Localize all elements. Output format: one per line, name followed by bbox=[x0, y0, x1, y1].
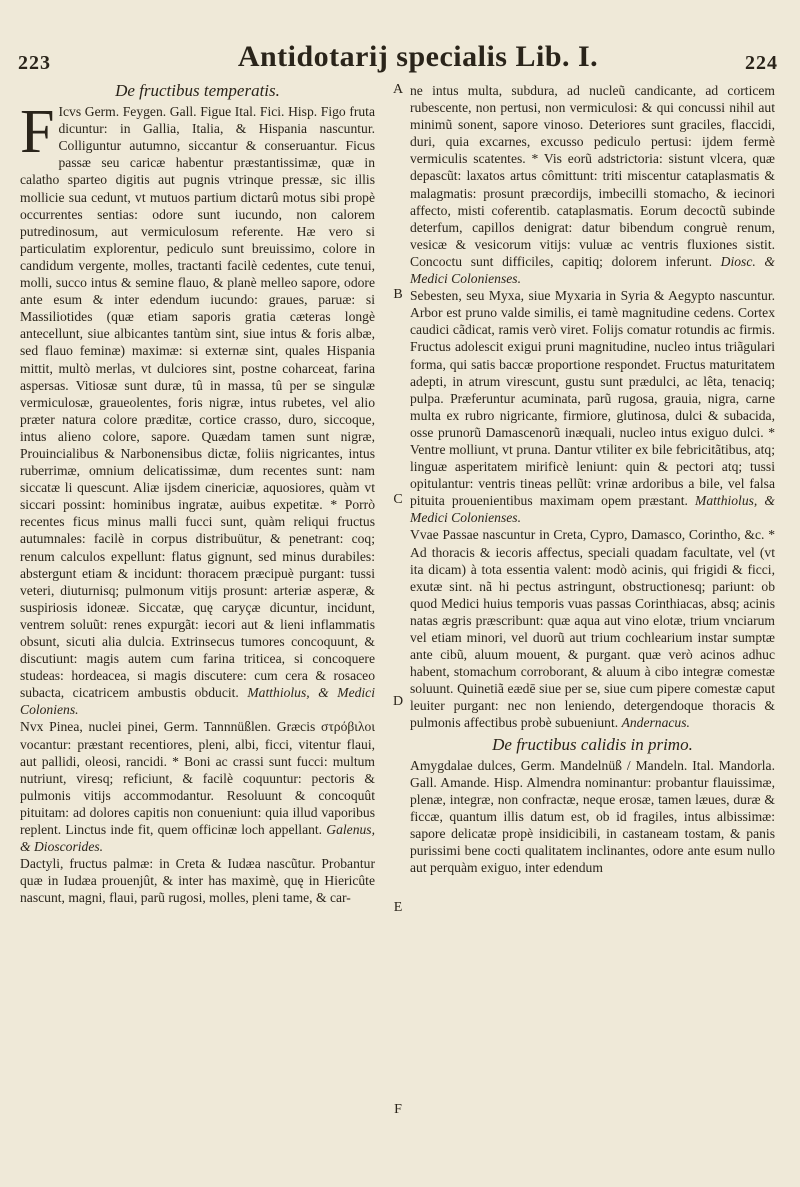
entry-dactyli bbox=[20, 855, 375, 906]
page-number-right: 224 bbox=[745, 52, 778, 74]
margin-letter-f: F bbox=[394, 1102, 402, 1117]
section-title-hot: De fructibus calidis in primo. bbox=[492, 734, 693, 754]
citation-dactyli: Diosc. & Medici Colonienses. bbox=[410, 253, 775, 287]
margin-letter-e: E bbox=[393, 900, 403, 915]
citation-ficus: Matthiolus, & Medici Coloniens. bbox=[20, 685, 375, 718]
entry-nux-pinea bbox=[20, 718, 375, 855]
citation-sebesten: Matthiolus, & Medici Colonienses. bbox=[410, 493, 775, 526]
citation-nux-pinea: Galenus, & Dioscorides. bbox=[20, 822, 375, 855]
margin-letter-a: A bbox=[392, 82, 404, 97]
page-header bbox=[0, 0, 800, 80]
entry-ficus bbox=[20, 98, 375, 718]
running-title: Antidotarij specialis Lib. I. bbox=[237, 40, 599, 73]
page-number-left: 223 bbox=[18, 52, 51, 74]
section-title-temperate: De fructibus temperatis. bbox=[115, 81, 280, 100]
entry-dactyli-cont bbox=[410, 82, 775, 287]
entry-amygdalae bbox=[410, 757, 775, 877]
entry-dactyli-text: Dactyli, fructus palmæ: in Creta & Iudæa nascũtur. Probantur quæ in Iudæa prouenjût, & inter has maximè, quę in Hiericûte nascunt, magni, flaui, parũ rugosi, molles, pleni tame, & car- bbox=[20, 856, 375, 906]
entry-uvae-passae-text: Vvae Passae nascuntur in Creta, Cypro, Damasco, Corintho, &c. * Ad thoracis & iecoris affectus, speciali quadam facultate, vel (vt ita dicam) à tota essentia valent: modò acinis, qui frigidi & ficci, exutæ sint. nã hi pectus astringunt, obstructionesq; pariunt: ob quod Medici huius temporis vuas passas Corinthiacas, absq; acinis natas ægris præscribunt: quæ aqua aut vino elotæ, trium vnciarum vel etiam minori, vel duorũ aut trium cochlearium instar sumptæ ante cibũ, aluum mouent, & purgant. quæ verò acinos adhuc habent, stomachum corroborant, & aluum à cibo integræ comestæ soluunt. Quinetiã eædē siue per se, siue cum pipere comestæ caput leuiter purgant: nec non leniendo, detergendoque thoracis & pulmonis affectibus probè subueniunt. bbox=[410, 527, 775, 731]
drop-cap-initial: F bbox=[20, 98, 55, 167]
entry-amygdalae-text: Amygdalae dulces, Germ. Mandelnüß / Mandeln. Ital. Mandorla. Gall. Amande. Hisp. Almendra nominantur: probantur flauissimæ, plenæ, integræ, non confractæ, neque erosæ, tamen læues, duræ & ficcæ, quantum illis datum est, ob id fragiles, intus albissimæ: sapore delicatæ propè insidicibili, in castaneam tostam, & panis purissimi bene cocti qualitatem inclinantes, odore ante esum nullo aut perquàm exiguo, inter edendum bbox=[410, 757, 775, 876]
left-column bbox=[20, 82, 375, 907]
right-column bbox=[410, 82, 775, 876]
margin-letter-b: B bbox=[393, 287, 403, 302]
entry-nux-pinea-text: Nvx Pinea, nuclei pinei, Germ. Tannnüßlen. Græcis στρόβιλοι vocantur: præstant recentiores, pleni, albi, ficci, vitentur flaui, aut pallidi, oleosi, rancidi. * Boni ac crassi sunt fucci: multum nutriunt, viresq; reficiunt, & facilè coquuntur: pectoris & pulmonis vitijs accommodantur. Resoluunt & concoquût pituitam: ad dolores capitis non conueniunt: quia illud vaporibus replent. Linctus inde fit, quem officinæ loch appellant. bbox=[20, 719, 375, 838]
citation-uvae-passae: Andernacus. bbox=[621, 715, 690, 731]
entry-sebesten-text: Sebesten, seu Myxa, siue Myxaria in Syria & Aegypto nascuntur. Arbor est pruno valde similis, ei tamè magnitudine cedens. Cortex caudici cãdicat, ramis verò viret. Folijs comatur rotundis ac firmis. Fructus adolescit exigui pruni magnitudine, nucleo intus triãgulari forma, qui satis baccæ proportione respondet. Fructus maturitatem adepti, in atrum virescunt, gustu sunt prædulci, ac lêta, tenaciq; pulpa. Præferuntur acuminata, parũ rugosa, grauia, nigra, carne multa ex rubro nigricante, firmiore, glutinosa, dulci & subacida, osse prunorũ Damascenorũ inæquali, nucleo intus exiguo dulci. * Ventre molliunt, vt pruna. Dantur vtiliter ex bile febricitãtibus, atq; linguæ asperitatem mirificè leniunt: quin & pectori atq; tussi opitulantur: ventris tineas pellũt: vrinæ ardoribus a bile, vel falsa pituita prouenientibus maximam opem præstant. bbox=[410, 288, 775, 509]
entry-sebesten bbox=[410, 287, 775, 526]
entry-uvae-passae bbox=[410, 526, 775, 731]
entry-ficus-text: Icvs Germ. Feygen. Gall. Figue Ital. Fici. Hisp. Figo fruta dicuntur: in Gallia, Italia, & Hispania nascuntur. Colliguntur autumno, siccantur & conseruantur. Ficus passæ seu caricæ habentur præstantissimæ, quæ in calatho sparteo digitis aut pugnis vtrinque pressæ, sic illis mollicie sua cedunt, vt mutuos partium dictarû motus sibi propè occurrentes sentias: odore sunt iucundo, non calorem putredinosum, aut vermiculosum referente. Hæ vero si particulatim explorentur, pediculo sunt breuissimo, colore in candidum vergente, molles, tractanti facilè cedentes, cute tenui, molli, succo intus & semine flauo, & planè melleo sapore, odore ante esum & inter edendum iucundo: graues, paruæ: si Massiliotides (quæ etiam saporis gratia cæteras longè antecellunt, siue albicantes tantùm sint, siue intus & foris albæ, sed flauo feminæ) maximæ: si externæ sint, quales Hispania mittit, multò merlas, vt dulciores sint, postne coharceat, farina aspersas. Vitiosæ sunt duræ, tû in massa, tû per se singulæ vermiculosæ, graueolentes, foris nigræ, intus rubetes, vel alio præter natura colore præditæ, cortice crasso, duro, siccoque, intus alieno colore, sapore. Quædam tamen sunt nigræ, Prouincialibus & Narbonensibus dictæ, foliis nigricantes, intus ruberrimæ, omnium delicatissimæ, dum recentes sunt: nam siccatæ li quescunt. Aliæ ijsdem cinericiæ, aquosiores, quàm vt siccari possint: hominibus ingratæ, auibus expetitæ. * Porrò recentes ficus minus malli fucci sunt, quàm reliqui fructus autumnales: facilè in corpus distribuütur, & penetrant: coq; renum calculos expellunt: flatus gignunt, sed minus durabiles: abstergunt etiam & incidunt: thoracem præcipuè purgant: tussi veteri, diuturnisq; pulmonum vitijs prosunt: arteriæ asperæ, & suspiriosis idoneæ. Siccatæ, quę caryçæ dicuntur, incidunt, ventrem soluũt: renes expurgãt: iecori aut & lieni inflammatis obsunt, sicuti alia dulcia. Extrinsecus tumores concoquunt, & discutiunt: magis autem cum farina triticea, si concoquere studeas: hordeacea, si magis discutere: cum cera & rosaceo subacta, cicatricem ambustis obducit. bbox=[20, 104, 375, 701]
margin-letters bbox=[386, 82, 410, 1182]
margin-letter-c: C bbox=[393, 492, 403, 507]
entry-dactyli-cont-text: ne intus multa, subdura, ad nucleũ candicante, ad corticem rubescente, non pertusi, non vermiculosi: & qui concussi nihil aut minimũ sonent, sapore vinoso. Deteriores sunt graciles, flaccidi, duri, quia excarnes, excusso pediculo pertusi: ijdem fermè vermiculis scatentes. * Vis eorũ adstrictoria: sistunt vlcera, quæ depascũt: laxatos artus cômittunt: triti miscentur cataplasmatis & malagmatis: prosunt præcordijs, imbecilli stomacho, & iecinori affecto, misti coferentib. cataplasmatis. Eorum decoctũ subinde deterfum, capillos denigrat: datur bibendum congruè renum, vesicæ & vesicorum vitijs: vuluæ ac ventris fluxiones sistit. Concoctu sunt difficiles, capitiq; dolorem inferunt. bbox=[410, 83, 775, 269]
margin-letter-d: D bbox=[392, 694, 404, 709]
